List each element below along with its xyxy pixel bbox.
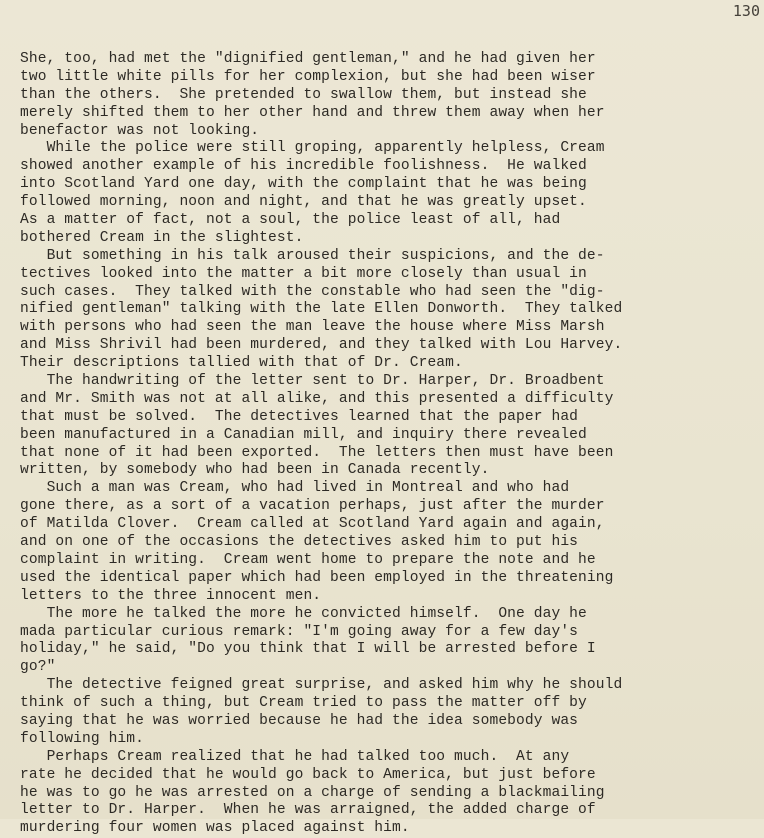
text-line: been manufactured in a Canadian mill, and inquiry there revealed <box>20 426 587 443</box>
text-line: Perhaps Cream realized that he had talked too much. At any <box>20 748 570 765</box>
text-line: letters to the three innocent men. <box>20 587 322 604</box>
text-line: of Matilda Clover. Cream called at Scotland Yard again and again, <box>20 516 605 533</box>
text-line: holiday," he said, "Do you think that I will be arrested before I <box>20 641 596 658</box>
text-line: murdering four women was placed against him. <box>20 820 410 837</box>
text-line: rate he decided that he would go back to America, but just before <box>20 766 596 783</box>
body-text <box>20 51 760 838</box>
text-line: into Scotland Yard one day, with the complaint that he was being <box>20 176 587 193</box>
text-line: Such a man was Cream, who had lived in Montreal and who had <box>20 480 570 497</box>
text-line: used the identical paper which had been employed in the threatening <box>20 569 614 586</box>
text-line: go?" <box>20 659 56 676</box>
text-line: and on one of the occasions the detectives asked him to put his <box>20 534 579 551</box>
text-line: bothered Cream in the slightest. <box>20 229 304 246</box>
text-line: and Mr. Smith was not at all alike, and this presented a difficulty <box>20 390 614 407</box>
text-line: merely shifted them to her other hand and threw them away when her <box>20 104 605 121</box>
text-line: letter to Dr. Harper. When he was arraigned, the added charge of <box>20 802 596 819</box>
text-line: such cases. They talked with the constable who had seen the "dig- <box>20 283 605 300</box>
text-line: following him. <box>20 730 145 747</box>
text-line: with persons who had seen the man leave the house where Miss Marsh <box>20 319 605 336</box>
text-line: The detective feigned great surprise, and asked him why he should <box>20 677 623 694</box>
text-line: nified gentleman" talking with the late Ellen Donworth. They talked <box>20 301 623 318</box>
text-line: written, by somebody who had been in Canada recently. <box>20 462 490 479</box>
text-line: She, too, had met the "dignified gentleman," and he had given her <box>20 51 596 67</box>
text-line: than the others. She pretended to swallow them, but instead she <box>20 86 587 103</box>
text-line: and Miss Shrivil had been murdered, and they talked with Lou Harvey. <box>20 337 623 354</box>
text-line: followed morning, noon and night, and that he was greatly upset. <box>20 194 587 211</box>
text-line: While the police were still groping, apparently helpless, Cream <box>20 140 605 157</box>
text-line: he was to go he was arrested on a charge of sending a blackmailing <box>20 784 605 801</box>
text-line: showed another example of his incredible foolishness. He walked <box>20 158 587 175</box>
text-line: The handwriting of the letter sent to Dr. Harper, Dr. Broadbent <box>20 373 605 390</box>
text-line: that none of it had been exported. The letters then must have been <box>20 444 614 461</box>
text-line: saying that he was worried because he had the idea somebody was <box>20 712 579 729</box>
text-line: that must be solved. The detectives learned that the paper had <box>20 408 579 425</box>
text-line: two little white pills for her complexion, but she had been wiser <box>20 68 596 85</box>
text-line: complaint in writing. Cream went home to prepare the note and he <box>20 551 596 568</box>
text-line: tectives looked into the matter a bit more closely than usual in <box>20 265 587 282</box>
text-line: As a matter of fact, not a soul, the police least of all, had <box>20 212 561 229</box>
text-line: But something in his talk aroused their suspicions, and the de- <box>20 247 605 264</box>
page-number: 130 <box>732 2 760 20</box>
text-line: gone there, as a sort of a vacation perhaps, just after the murder <box>20 498 605 515</box>
text-line: The more he talked the more he convicted himself. One day he <box>20 605 587 622</box>
text-line: benefactor was not looking. <box>20 122 260 139</box>
text-line: Their descriptions tallied with that of Dr. Cream. <box>20 355 463 372</box>
text-line: think of such a thing, but Cream tried to pass the matter off by <box>20 695 587 712</box>
text-line: mada particular curious remark: "I'm going away for a few day's <box>20 623 579 640</box>
